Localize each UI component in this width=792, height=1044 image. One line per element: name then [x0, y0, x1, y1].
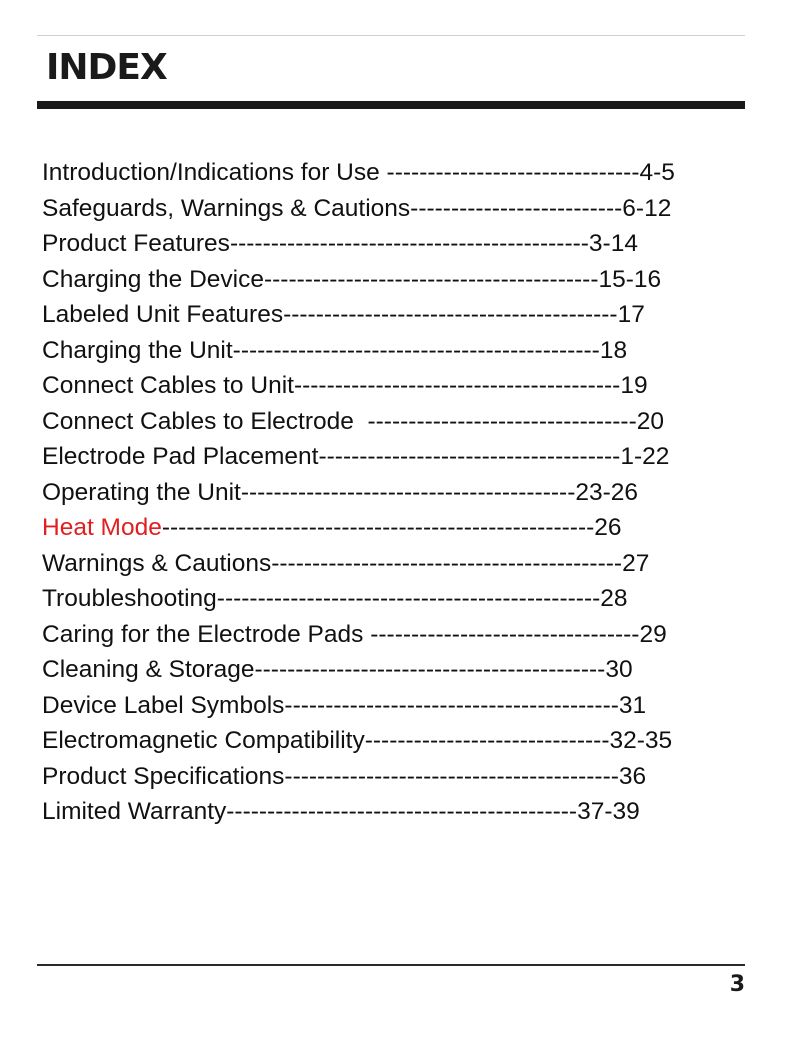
- toc-entry-leader: -----------------------------------------: [263, 265, 599, 293]
- toc-entry-leader: ---------------------------------------------: [232, 336, 600, 364]
- toc-entry-label: Limited Warranty: [42, 798, 227, 825]
- toc-entry-pages: 20: [636, 407, 664, 435]
- toc-entry-heat-mode[interactable]: [42, 510, 675, 546]
- toc-entry-caring-electrode-pads[interactable]: [42, 617, 675, 653]
- toc-entry-label: Charging the Device: [42, 265, 264, 293]
- toc-entry-product-features[interactable]: [42, 226, 675, 262]
- toc-entry-leader: -----------------------------------------: [283, 301, 618, 328]
- toc-entry-leader: -----------------------------------------------: [216, 585, 601, 612]
- toc-entry-label: Product Specifications: [42, 762, 285, 790]
- toc-entry-labeled-unit-features[interactable]: [42, 297, 675, 333]
- toc-entry-device-label-symbols[interactable]: [42, 688, 675, 724]
- toc-entry-leader: -----------------------------------------------------: [161, 514, 595, 541]
- toc-entry-pages: 37-39: [577, 798, 640, 825]
- toc-entry-leader: ---------------------------------: [363, 620, 640, 648]
- toc-entry-label: Troubleshooting: [42, 585, 217, 612]
- toc-entry-product-specifications[interactable]: [42, 759, 675, 795]
- toc-entry-leader: -------------------------------------------: [271, 549, 623, 577]
- page-number: 3: [729, 972, 745, 997]
- toc-entry-pages: 18: [599, 336, 628, 364]
- toc-entry-operating-unit[interactable]: [42, 475, 675, 511]
- toc-entry-label: Connect Cables to Unit: [42, 372, 294, 399]
- toc-entry-pages: 31: [618, 691, 647, 719]
- toc-entry-cleaning-storage[interactable]: [42, 652, 675, 688]
- toc-entry-warnings-cautions[interactable]: [42, 546, 675, 582]
- toc-entry-pages: 26: [594, 514, 622, 541]
- toc-entry-label: Electromagnetic Compatibility: [42, 727, 365, 754]
- toc-entry-leader: --------------------------: [410, 194, 623, 222]
- toc-entry-charging-device[interactable]: [42, 262, 675, 298]
- toc-entry-label: Operating the Unit: [42, 478, 241, 506]
- toc-entry-label: Connect Cables to Electrode: [42, 407, 354, 435]
- toc-entry-leader: -----------------------------------------: [240, 478, 576, 506]
- toc-entry-label: Warnings & Cautions: [42, 549, 272, 577]
- toc-entry-leader: -----------------------------------------: [284, 762, 619, 790]
- toc-entry-label: Labeled Unit Features: [42, 301, 284, 328]
- toc-entry-pages: 28: [600, 585, 628, 612]
- title-underline: [37, 101, 745, 109]
- toc-entry-leader: ------------------------------: [364, 727, 610, 754]
- toc-entry-label: Device Label Symbols: [42, 691, 285, 719]
- toc-entry-introduction[interactable]: [42, 155, 675, 191]
- toc-entry-leader: -------------------------------: [379, 159, 640, 186]
- toc-entry-connect-cables-electrode[interactable]: [42, 404, 675, 440]
- toc-entry-leader: -----------------------------------------: [284, 691, 619, 719]
- toc-entry-safeguards[interactable]: [42, 191, 675, 227]
- toc-entry-label-highlighted: Heat Mode: [42, 514, 162, 541]
- page-title: INDEX: [46, 47, 167, 88]
- toc-entry-label: Cleaning & Storage: [42, 656, 255, 683]
- toc-entry-pages: 32-35: [609, 727, 673, 754]
- toc-entry-label: Caring for the Electrode Pads: [42, 620, 364, 648]
- toc-entry-leader: ---------------------------------: [353, 407, 637, 435]
- toc-entry-leader: --------------------------------------------: [229, 230, 589, 257]
- toc-entry-leader: ----------------------------------------: [293, 372, 621, 399]
- toc-entry-label: Electrode Pad Placement: [42, 443, 319, 470]
- toc-entry-pages: 19: [620, 372, 648, 399]
- footer-divider: [37, 964, 745, 966]
- toc-entry-label: Product Features: [42, 230, 230, 257]
- toc-entry-leader: -------------------------------------: [318, 443, 621, 470]
- toc-entry-pages: 17: [617, 301, 645, 328]
- toc-entry-pages: 4-5: [639, 159, 675, 186]
- toc-entry-label: Safeguards, Warnings & Cautions: [42, 194, 411, 222]
- toc-entry-label: Introduction/Indications for Use: [42, 159, 380, 186]
- toc-entry-electromagnetic-compatibility[interactable]: [42, 723, 675, 759]
- toc-entry-pages: 15-16: [598, 265, 662, 293]
- toc-entry-label: Charging the Unit: [42, 336, 233, 364]
- toc-entry-pages: 3-14: [588, 230, 638, 257]
- toc-entry-leader: -------------------------------------------: [254, 656, 606, 683]
- toc-entry-connect-cables-unit[interactable]: [42, 368, 675, 404]
- toc-entry-leader: -------------------------------------------: [226, 798, 578, 825]
- toc-entry-pages: 6-12: [622, 194, 672, 222]
- toc-entry-limited-warranty[interactable]: [42, 794, 675, 830]
- toc-entry-electrode-pad-placement[interactable]: [42, 439, 675, 475]
- toc-entry-pages: 27: [622, 549, 650, 577]
- toc-entry-pages: 23-26: [575, 478, 639, 506]
- top-divider: [37, 35, 745, 36]
- toc-entry-pages: 30: [605, 656, 633, 683]
- table-of-contents: [42, 155, 675, 830]
- toc-entry-charging-unit[interactable]: [42, 333, 675, 369]
- toc-entry-pages: 36: [618, 762, 647, 790]
- toc-entry-pages: 1-22: [620, 443, 670, 470]
- toc-entry-pages: 29: [639, 620, 667, 648]
- toc-entry-troubleshooting[interactable]: [42, 581, 675, 617]
